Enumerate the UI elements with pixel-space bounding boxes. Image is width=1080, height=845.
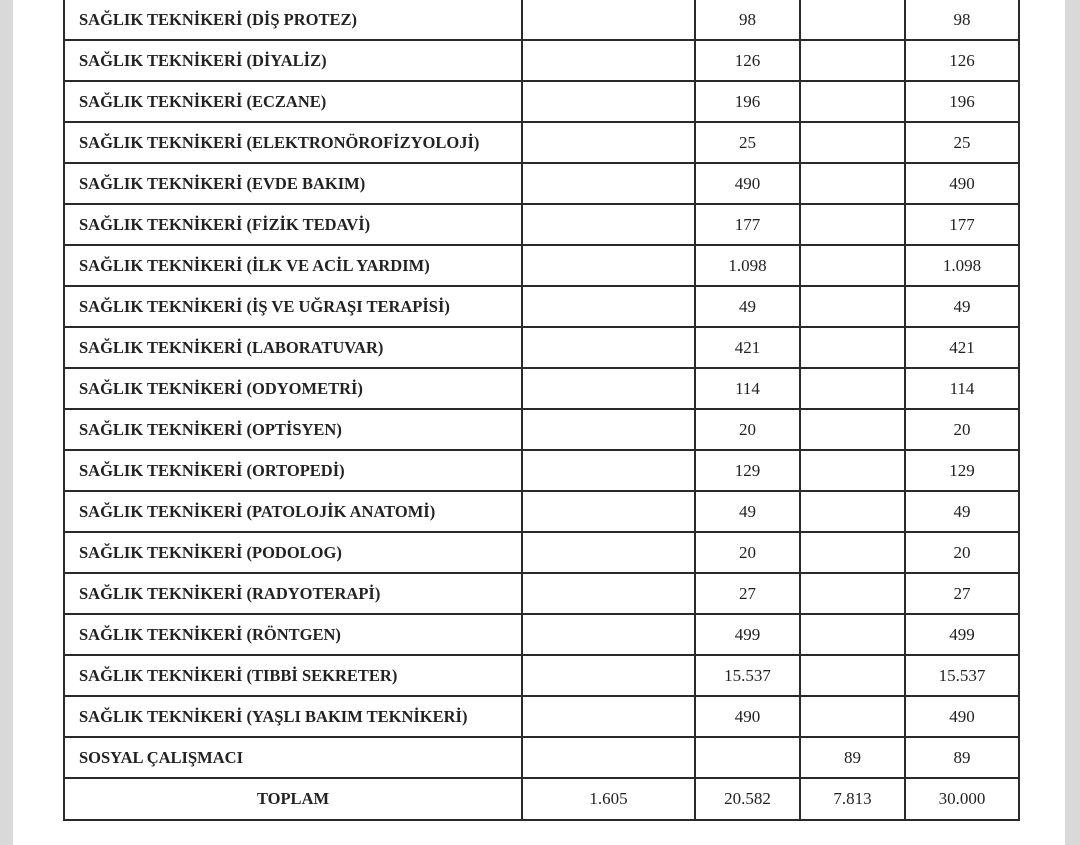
table-row <box>64 532 1019 573</box>
count-cell-total: 196 <box>905 81 1019 122</box>
count-cell-c2: 129 <box>695 450 800 491</box>
count-cell-c1 <box>522 655 695 696</box>
count-cell-c3 <box>800 163 905 204</box>
count-cell-total: 421 <box>905 327 1019 368</box>
table-row <box>64 573 1019 614</box>
count-cell-c1 <box>522 491 695 532</box>
count-cell-c3 <box>800 122 905 163</box>
count-cell-c3 <box>800 81 905 122</box>
count-cell-c3: 7.813 <box>800 778 905 820</box>
position-label-cell: SAĞLIK TEKNİKERİ (FİZİK TEDAVİ) <box>64 204 522 245</box>
position-label-cell: SAĞLIK TEKNİKERİ (YAŞLI BAKIM TEKNİKERİ) <box>64 696 522 737</box>
position-label-cell: SAĞLIK TEKNİKERİ (EVDE BAKIM) <box>64 163 522 204</box>
count-cell-c1 <box>522 573 695 614</box>
position-label-cell: SAĞLIK TEKNİKERİ (TIBBİ SEKRETER) <box>64 655 522 696</box>
table-row <box>64 614 1019 655</box>
count-cell-c3 <box>800 245 905 286</box>
count-cell-c2: 25 <box>695 122 800 163</box>
count-cell-c2: 490 <box>695 696 800 737</box>
table-row <box>64 737 1019 778</box>
count-cell-c3 <box>800 409 905 450</box>
count-cell-c2: 421 <box>695 327 800 368</box>
table-row <box>64 368 1019 409</box>
count-cell-c2: 114 <box>695 368 800 409</box>
position-label-cell: SAĞLIK TEKNİKERİ (ELEKTRONÖROFİZYOLOJİ) <box>64 122 522 163</box>
table-row <box>64 163 1019 204</box>
count-cell-total: 89 <box>905 737 1019 778</box>
count-cell-c2: 20 <box>695 532 800 573</box>
count-cell-total: 20 <box>905 532 1019 573</box>
count-cell-total: 499 <box>905 614 1019 655</box>
position-label-cell: SOSYAL ÇALIŞMACI <box>64 737 522 778</box>
position-label-cell: SAĞLIK TEKNİKERİ (İŞ VE UĞRAŞI TERAPİSİ) <box>64 286 522 327</box>
count-cell-c1 <box>522 614 695 655</box>
count-cell-total: 15.537 <box>905 655 1019 696</box>
count-cell-total: 49 <box>905 491 1019 532</box>
table-row <box>64 286 1019 327</box>
count-cell-c3 <box>800 368 905 409</box>
table-row <box>64 81 1019 122</box>
count-cell-c3 <box>800 614 905 655</box>
count-cell-c3: 89 <box>800 737 905 778</box>
count-cell-c2: 1.098 <box>695 245 800 286</box>
count-cell-c1 <box>522 409 695 450</box>
count-cell-c2 <box>695 737 800 778</box>
count-cell-c2: 27 <box>695 573 800 614</box>
count-cell-c3 <box>800 532 905 573</box>
count-cell-c1 <box>522 696 695 737</box>
count-cell-total: 490 <box>905 696 1019 737</box>
count-cell-c3 <box>800 204 905 245</box>
count-cell-c1 <box>522 245 695 286</box>
table-body <box>64 0 1019 820</box>
table-row <box>64 40 1019 81</box>
count-cell-total: 98 <box>905 0 1019 40</box>
table-row <box>64 204 1019 245</box>
table-row <box>64 122 1019 163</box>
total-row <box>64 778 1019 820</box>
count-cell-c1 <box>522 163 695 204</box>
count-cell-c2: 177 <box>695 204 800 245</box>
count-cell-total: 177 <box>905 204 1019 245</box>
count-cell-c1 <box>522 286 695 327</box>
position-label-cell: SAĞLIK TEKNİKERİ (LABORATUVAR) <box>64 327 522 368</box>
count-cell-c2: 20.582 <box>695 778 800 820</box>
position-label-cell: SAĞLIK TEKNİKERİ (PODOLOG) <box>64 532 522 573</box>
count-cell-c2: 126 <box>695 40 800 81</box>
count-cell-c1 <box>522 737 695 778</box>
count-cell-c1 <box>522 327 695 368</box>
count-cell-c1 <box>522 450 695 491</box>
count-cell-c3 <box>800 286 905 327</box>
count-cell-c3 <box>800 573 905 614</box>
count-cell-total: 20 <box>905 409 1019 450</box>
position-label-cell: SAĞLIK TEKNİKERİ (ECZANE) <box>64 81 522 122</box>
table-row <box>64 655 1019 696</box>
count-cell-c3 <box>800 327 905 368</box>
count-cell-total: 114 <box>905 368 1019 409</box>
table-row <box>64 0 1019 40</box>
count-cell-total: 1.098 <box>905 245 1019 286</box>
position-label-cell: SAĞLIK TEKNİKERİ (DİŞ PROTEZ) <box>64 0 522 40</box>
position-label-cell: SAĞLIK TEKNİKERİ (RADYOTERAPİ) <box>64 573 522 614</box>
count-cell-c3 <box>800 491 905 532</box>
count-cell-c3 <box>800 40 905 81</box>
count-cell-total: 25 <box>905 122 1019 163</box>
count-cell-total: 129 <box>905 450 1019 491</box>
staff-quota-table <box>63 0 1020 821</box>
table-row <box>64 409 1019 450</box>
count-cell-c1 <box>522 368 695 409</box>
table-row <box>64 327 1019 368</box>
count-cell-c2: 15.537 <box>695 655 800 696</box>
position-label-cell: SAĞLIK TEKNİKERİ (PATOLOJİK ANATOMİ) <box>64 491 522 532</box>
count-cell-c3 <box>800 0 905 40</box>
count-cell-c2: 98 <box>695 0 800 40</box>
position-label-cell: SAĞLIK TEKNİKERİ (OPTİSYEN) <box>64 409 522 450</box>
count-cell-total: 126 <box>905 40 1019 81</box>
position-label-cell: SAĞLIK TEKNİKERİ (ORTOPEDİ) <box>64 450 522 491</box>
table-row <box>64 245 1019 286</box>
table-row <box>64 491 1019 532</box>
count-cell-c1: 1.605 <box>522 778 695 820</box>
position-label-cell: TOPLAM <box>64 778 522 820</box>
count-cell-c1 <box>522 40 695 81</box>
table-row <box>64 696 1019 737</box>
count-cell-c1 <box>522 122 695 163</box>
document-page <box>13 0 1065 845</box>
position-label-cell: SAĞLIK TEKNİKERİ (ODYOMETRİ) <box>64 368 522 409</box>
count-cell-c1 <box>522 204 695 245</box>
count-cell-c2: 196 <box>695 81 800 122</box>
count-cell-total: 30.000 <box>905 778 1019 820</box>
count-cell-c3 <box>800 655 905 696</box>
count-cell-total: 27 <box>905 573 1019 614</box>
position-label-cell: SAĞLIK TEKNİKERİ (DİYALİZ) <box>64 40 522 81</box>
count-cell-c1 <box>522 0 695 40</box>
count-cell-total: 49 <box>905 286 1019 327</box>
count-cell-c2: 49 <box>695 491 800 532</box>
count-cell-c1 <box>522 81 695 122</box>
count-cell-c2: 499 <box>695 614 800 655</box>
count-cell-c2: 49 <box>695 286 800 327</box>
count-cell-c2: 490 <box>695 163 800 204</box>
count-cell-c2: 20 <box>695 409 800 450</box>
count-cell-c3 <box>800 450 905 491</box>
count-cell-c3 <box>800 696 905 737</box>
position-label-cell: SAĞLIK TEKNİKERİ (RÖNTGEN) <box>64 614 522 655</box>
position-label-cell: SAĞLIK TEKNİKERİ (İLK VE ACİL YARDIM) <box>64 245 522 286</box>
table-row <box>64 450 1019 491</box>
count-cell-total: 490 <box>905 163 1019 204</box>
count-cell-c1 <box>522 532 695 573</box>
